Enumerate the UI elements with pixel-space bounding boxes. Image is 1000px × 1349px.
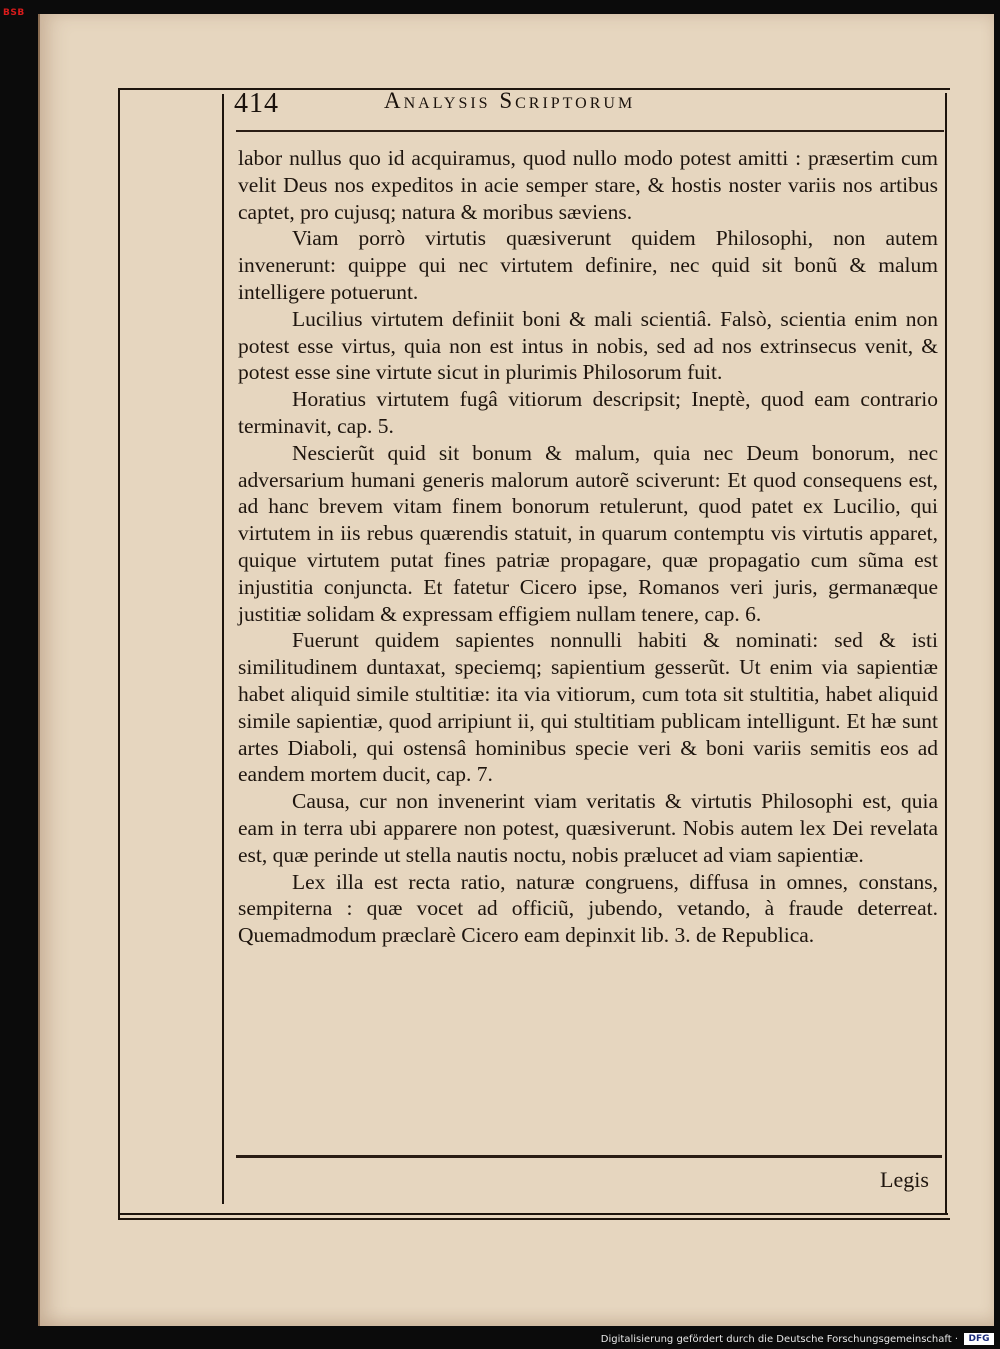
page-number: 414 bbox=[234, 88, 279, 119]
margin-rule bbox=[222, 94, 224, 1204]
paragraph: Nescierũt quid sit bonum & malum, quia nec Deum bonorum, nec adversarium humani generis malorum autorẽ sciverunt: Et quod consequens est, ad hanc brevem vitam finem bonorum retulerunt, quod patet ex Lucilio, qui virtutem in iis rebus quærendis statuit, in quarum contemptu vis virtutis apparet, quique virtutem putat fines patriæ propagare, quæ propagatio cum sũma est injustitia conjuncta. Et fatetur Cicero ipse, Romanos veri juris, germanæque justitiæ solidam & expressam effigiem nullam tenere, cap. 6. bbox=[238, 440, 938, 626]
paragraph: Lex illa est recta ratio, naturæ congruens, diffusa in omnes, constans, sempiterna : quæ vocet ad officiũ, jubendo, vetando, à fraude deterreat. Quemadmodum præclarè Cicero eam depinxit lib. 3. de Republica. bbox=[238, 869, 938, 948]
library-mark: BSB bbox=[3, 8, 25, 18]
dfg-logo-icon: DFG bbox=[964, 1333, 994, 1345]
paragraph: Fuerunt quidem sapientes nonnulli habiti & nominati: sed & isti similitudinem duntaxat, speciemq; sapientium gesserũt. Ut enim via sapientiæ habet aliquid simile stultitiæ: ita via vitiorum, cum tota sit stultitia, habet aliquid simile sapientiæ, quod arripiunt ii, qui stultitiam publicam intelligunt. Et hæ sunt artes Diaboli, qui ostensâ hominibus specie veri & boni variis semitis eos ad eandem mortem ducit, cap. 7. bbox=[238, 628, 938, 787]
paragraph: Causa, cur non invenerint viam veritatis & virtutis Philosophi est, quia eam in terra ubi apparere non potest, quæsiverunt. Nobis autem lex Dei revelata est, quæ perinde ut stella nautis noctu, nobis prælucet ad viam sapientiæ. bbox=[238, 789, 938, 867]
page-frame-right-rule bbox=[945, 93, 947, 1213]
catchword: Legis bbox=[880, 1167, 929, 1192]
footer-rule bbox=[236, 1155, 942, 1158]
bottom-frame-rule bbox=[118, 1213, 948, 1215]
paragraph: Lucilius virtutem definiit boni & mali scientiâ. Falsò, scientia enim non potest esse virtus, quia non est intus in nobis, sed ad nos extrinsecus venit, & potest esse sine virtute sicut in plurimis Philosorum fuit. bbox=[238, 306, 938, 385]
paragraph: labor nullus quo id acquiramus, quod nullo modo potest amitti : præsertim cum velit Deus nos expeditos in acie semper stare, & hostis noster variis nos artibus captet, pro cujusq; natura & moribus sæviens. bbox=[238, 146, 938, 224]
paragraph: Viam porrò virtutis quæsiverunt quidem Philosophi, non autem invenerunt: quippe qui nec virtutem definire, nec quid sit bonũ & malum intelligere potuerunt. bbox=[238, 226, 938, 304]
running-head: Analysis Scriptorum bbox=[384, 88, 636, 113]
header-rule bbox=[236, 130, 944, 132]
body-text bbox=[238, 145, 938, 949]
paragraph: Horatius virtutem fugâ vitiorum descripsit; Ineptè, quod eam contrario terminavit, cap. 5. bbox=[238, 387, 938, 438]
funding-note: Digitalisierung gefördert durch die Deutsche Forschungsgemeinschaft · bbox=[600, 1334, 958, 1345]
